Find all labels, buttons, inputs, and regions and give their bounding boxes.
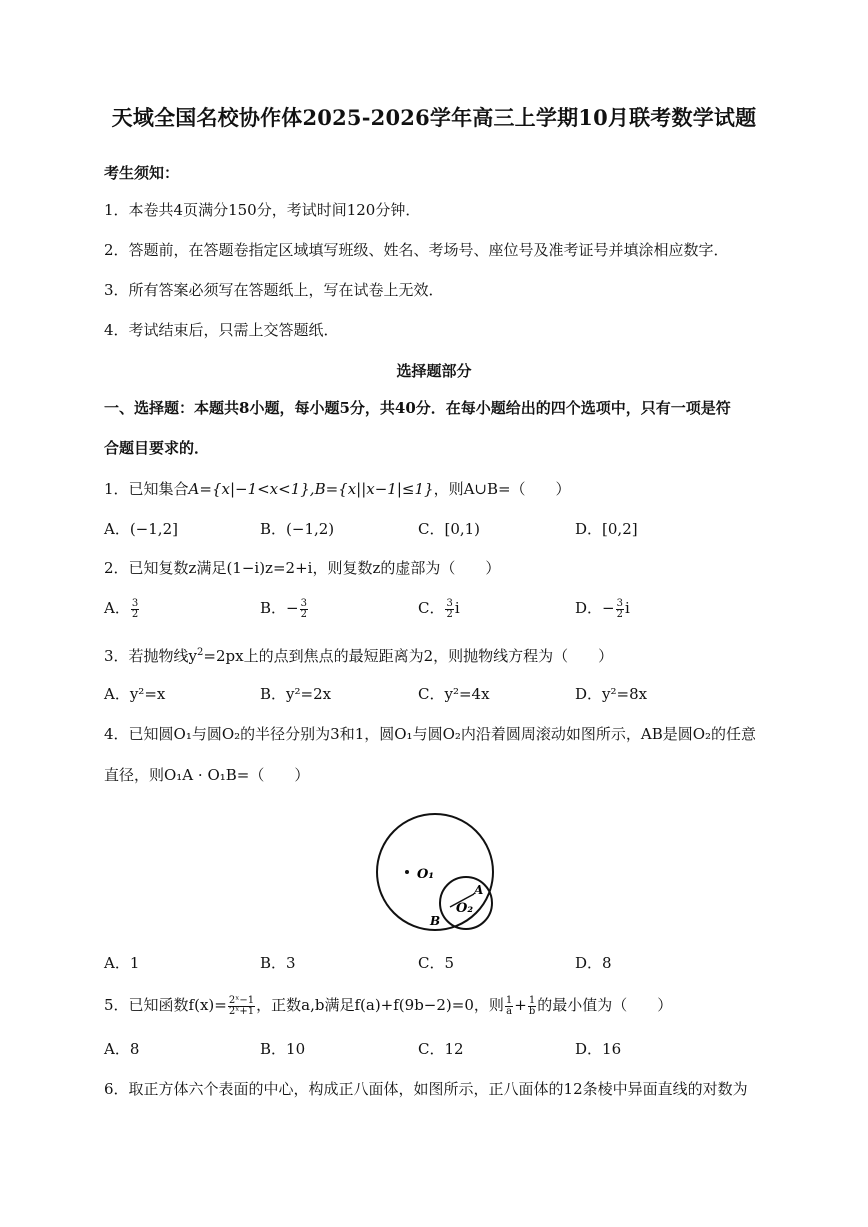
q4-option-b: B．3 xyxy=(260,954,296,972)
q5-pre: 5．已知函数f(x)= xyxy=(104,996,227,1014)
q1-option-c: C．[0,1) xyxy=(418,520,481,538)
q1-option-b: B．(−1,2) xyxy=(260,520,335,538)
question-6: 6．取正方体六个表面的中心，构成正八面体，如图所示，正八面体的12条棱中异面直线的对数为 xyxy=(104,1080,748,1098)
fraction-numerator: 2ˣ−1 xyxy=(228,994,255,1006)
fraction xyxy=(505,996,513,1017)
circles-figure xyxy=(370,808,500,938)
fraction-numerator: 3 xyxy=(131,597,139,609)
fraction-denominator: 2 xyxy=(300,608,307,620)
fraction xyxy=(616,599,624,620)
q3-option-a: A．y²=x xyxy=(104,685,166,703)
question-4-line2: 直径，则O₁A · O₁B=（ ） xyxy=(104,766,310,784)
q2-option-c xyxy=(418,598,460,620)
question-1 xyxy=(104,479,571,499)
part-instructions-line1: 一、选择题：本题共8小题，每小题5分，共40分．在每小题给出的四个选项中，只有一项是符 xyxy=(104,399,731,417)
q3-option-b: B．y²=2x xyxy=(260,685,332,703)
q5-option-d: D．16 xyxy=(575,1040,622,1058)
outer-circle xyxy=(377,814,493,930)
label-o1: O₁ xyxy=(417,867,435,882)
q2-c-label: C． xyxy=(418,599,445,617)
q4-option-c: C．5 xyxy=(418,954,455,972)
fraction xyxy=(131,599,139,620)
part-instructions-line2: 合题目要求的． xyxy=(104,439,210,457)
notice-item: 3．所有答案必须写在答题纸上，写在试卷上无效． xyxy=(104,281,444,299)
fraction-denominator: 2 xyxy=(131,608,139,620)
question-2: 2．已知复数z满足(1−i)z=2+i，则复数z的虚部为（ ） xyxy=(104,559,501,577)
q4-option-a: A．1 xyxy=(104,954,140,972)
q3-text-post: =2px上的点到焦点的最短距离为2，则抛物线方程为（ ） xyxy=(203,647,614,665)
q1-option-d: D．[0,2] xyxy=(575,520,638,538)
fraction-denominator: 2 xyxy=(616,608,623,620)
fraction-denominator: a xyxy=(506,1005,513,1017)
q1-prefix: 1．已知集合 xyxy=(104,480,189,498)
fraction-numerator: 1 xyxy=(505,994,513,1006)
q2-option-d xyxy=(575,598,630,620)
center-o1-dot xyxy=(405,870,409,874)
q3-text-pre: 3．若抛物线y xyxy=(104,647,198,665)
q2-b-label: B．− xyxy=(260,599,299,617)
fraction-denominator: 2 xyxy=(446,608,453,620)
fraction-numerator: 1 xyxy=(528,994,536,1006)
fraction xyxy=(528,996,536,1017)
fraction-denominator: 2ˣ+1 xyxy=(228,1005,255,1017)
q2-c-tail: i xyxy=(454,599,460,617)
q1-suffix: ，则A∪B=（ ） xyxy=(433,480,571,498)
q2-d-label: D．− xyxy=(575,599,615,617)
label-a: A xyxy=(474,883,484,897)
exam-title: 天域全国名校协作体2025-2026学年高三上学期10月联考数学试题 xyxy=(111,105,757,130)
q5-mid: ，正数a,b满足f(a)+f(9b−2)=0，则 xyxy=(256,996,504,1014)
q3-exponent: 2 xyxy=(197,647,204,658)
label-b: B xyxy=(430,914,441,928)
fraction xyxy=(228,996,255,1017)
fraction xyxy=(445,599,453,620)
q2-d-tail: i xyxy=(624,599,630,617)
q2-option-b xyxy=(260,598,309,620)
q5-option-c: C．12 xyxy=(418,1040,464,1058)
fraction-numerator: 3 xyxy=(300,597,307,609)
label-o2: O₂ xyxy=(456,901,474,916)
q3-option-d: D．y²=8x xyxy=(575,685,648,703)
question-4-line1: 4．已知圆O₁与圆O₂的半径分别为3和1，圆O₁与圆O₂内沿着圆周滚动如图所示，AB是圆O₂的任意 xyxy=(104,725,757,743)
q1-option-a: A．(−1,2] xyxy=(104,520,178,538)
fraction xyxy=(300,599,308,620)
fraction-denominator: b xyxy=(528,1005,536,1017)
notice-heading: 考生须知： xyxy=(104,164,180,182)
q5-post: 的最小值为（ ） xyxy=(537,996,673,1014)
q2-a-label: A． xyxy=(104,599,130,617)
notice-item: 2．答题前，在答题卷指定区域填写班级、姓名、考场号、座位号及准考证号并填涂相应数字． xyxy=(104,241,729,259)
q2-option-a xyxy=(104,598,140,620)
question-3 xyxy=(104,643,613,666)
question-5 xyxy=(104,995,672,1017)
fraction-numerator: 3 xyxy=(616,597,623,609)
q4-option-d: D．8 xyxy=(575,954,612,972)
q1-expression: A={x|−1<x<1},B={x||x−1|≤1} xyxy=(188,480,434,498)
q5-option-b: B．10 xyxy=(260,1040,306,1058)
q5-option-a: A．8 xyxy=(104,1040,140,1058)
notice-item: 4．考试结束后，只需上交答题纸． xyxy=(104,321,339,339)
q3-option-c: C．y²=4x xyxy=(418,685,490,703)
fraction-numerator: 3 xyxy=(446,597,453,609)
section-title: 选择题部分 xyxy=(396,362,472,380)
notice-item: 1．本卷共4页满分150分，考试时间120分钟． xyxy=(104,201,421,219)
q5-plus: + xyxy=(514,996,527,1014)
